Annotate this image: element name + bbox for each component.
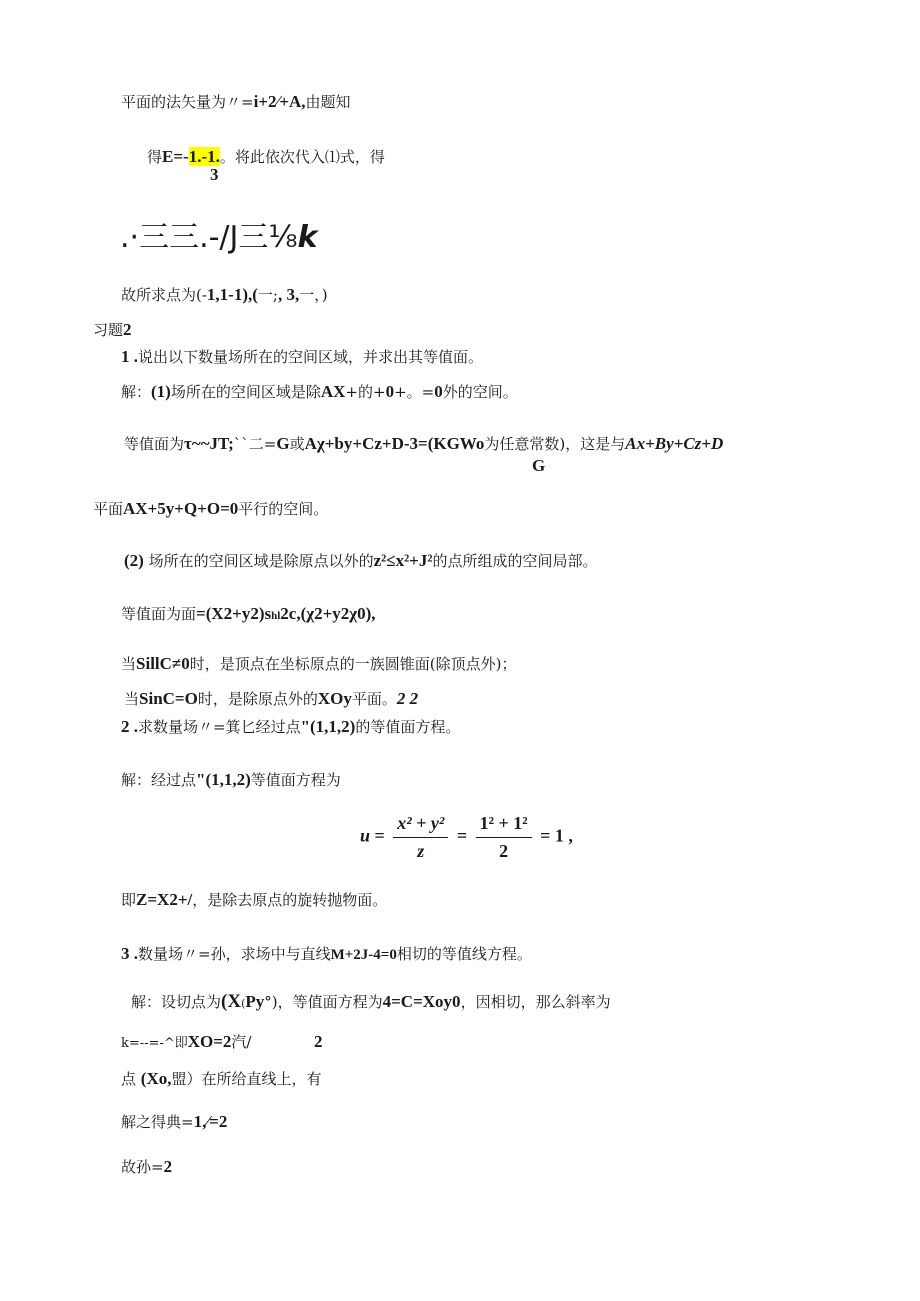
math-span: (X <box>221 991 242 1012</box>
math-span: 2 <box>163 1157 173 1176</box>
formula-eq: = 1 , <box>540 825 573 846</box>
text-span: 一; <box>257 286 278 304</box>
text-span: 平面的法矢量为〃= <box>121 93 254 111</box>
text-span: 解：设切点为 <box>131 993 222 1011</box>
text-span: 等值面为面 <box>121 605 197 623</box>
text-line <box>121 1033 251 1053</box>
question-number: 2 <box>121 717 130 736</box>
text-line <box>121 286 328 304</box>
math-span: G <box>276 434 290 453</box>
text-span: 点 <box>121 1070 137 1088</box>
math-span: 2 2 <box>396 689 419 708</box>
fraction-numerator: x² + y² <box>393 813 448 838</box>
text-span: 或 <box>289 435 305 453</box>
text-span: 习题 <box>93 321 124 339</box>
text-line <box>121 1158 172 1176</box>
question-line <box>121 718 460 736</box>
math-span: , 3, <box>277 285 300 304</box>
text-span: 等值面方程为 <box>250 771 341 789</box>
text-span: 故所求点为(- <box>121 286 207 304</box>
highlighted-math: 1.-1. <box>188 147 220 166</box>
text-line <box>121 605 376 625</box>
math-span: M+2J-4=0 <box>330 947 397 963</box>
text-span: 即 <box>121 891 137 909</box>
text-line <box>147 148 385 166</box>
fraction <box>476 813 532 862</box>
text-span: 得 <box>147 148 163 166</box>
text-span: 的点所组成的空间局部。 <box>432 552 598 570</box>
text-span: 场所在的空间区域是除 <box>170 383 321 401</box>
subscript-text: 3 <box>210 165 219 184</box>
text-line <box>124 552 597 570</box>
question-line <box>121 348 483 366</box>
text-span: . <box>129 717 138 736</box>
text-line <box>121 93 351 111</box>
text-span: k <box>297 220 318 255</box>
math-span: 4=C=Xoy0 <box>382 992 461 1011</box>
text-line <box>93 500 328 518</box>
text-span: 相切的等值线方程。 <box>396 945 532 963</box>
text-span: °)，等值面方程为 <box>264 993 383 1011</box>
text-span: 说出以下数量场所在的空间区域，并求出其等值面。 <box>138 348 484 366</box>
math-span: XOy <box>317 689 352 708</box>
text-span: ``二= <box>233 435 277 453</box>
math-span: Z=X2+/ <box>136 890 193 909</box>
question-number: 3 <box>121 944 130 963</box>
text-line <box>124 690 418 708</box>
fraction-denominator: z <box>417 841 425 861</box>
text-line <box>121 383 518 401</box>
math-span: 1,1-1),( <box>206 285 258 304</box>
math-span: 1,⁄=2 <box>193 1112 228 1131</box>
display-formula <box>360 813 573 862</box>
text-span: 外的空间。 <box>442 383 518 401</box>
text-line <box>121 1070 322 1088</box>
text-span: 等值面为 <box>124 435 185 453</box>
math-span: XO=2 <box>187 1032 232 1051</box>
math-span: SinC=O <box>139 689 198 708</box>
text-span: .·三三.-/J三⅛ <box>120 220 298 255</box>
text-span: 时，是除原点外的 <box>197 690 318 708</box>
math-span: (1) <box>151 382 171 401</box>
text-span: 当 <box>121 655 137 673</box>
math-span: i+2∕+A, <box>253 92 306 111</box>
text-span: ，是除去原点的旋转抛物面。 <box>192 891 388 909</box>
text-span: k=--=-^即 <box>121 1036 188 1051</box>
math-span: Aχ+by+Cz+D-3=(KGWo <box>304 434 485 453</box>
text-span: 平面 <box>93 500 124 518</box>
math-span: 0 <box>385 382 395 401</box>
math-span: AX <box>320 382 346 401</box>
subscript-text: G <box>532 456 546 475</box>
text-span: . <box>129 944 138 963</box>
math-span: Ax+By+Cz+D <box>625 434 724 453</box>
math-span: E=- <box>162 147 189 166</box>
text-span: 当 <box>124 690 140 708</box>
text-span: ( <box>241 997 246 1010</box>
text-span: ，因相切，那么斜率为 <box>460 993 611 1011</box>
text-span: ，这是与 <box>565 435 626 453</box>
text-span: 求数量场〃=箕匕经过点 <box>138 718 301 736</box>
formula-var: u <box>360 825 371 846</box>
subscript-text: 2 <box>314 1032 323 1051</box>
text-span: 解之得典= <box>121 1113 194 1131</box>
math-span: τ~~JT; <box>184 434 234 453</box>
text-span: 数量场〃=孙，求场中与直线 <box>138 945 331 963</box>
text-span: +的+ <box>345 383 386 401</box>
text-span: 时，是顶点在坐标原点的一族圆锥面(除顶点外)； <box>189 655 517 673</box>
text-span: 盟）在所给直线上，有 <box>171 1070 322 1088</box>
math-span: Py <box>245 992 265 1011</box>
text-line <box>121 1113 227 1131</box>
text-span: 平行的空间。 <box>238 500 329 518</box>
text-span: 场所在的空间区域是除原点以外的 <box>143 552 374 570</box>
text-span: 解：经过点 <box>121 771 197 789</box>
text-span: 为任意常数) <box>484 435 566 453</box>
formula-eq: = <box>374 825 385 846</box>
text-line <box>131 993 611 1013</box>
question-line <box>121 945 532 964</box>
math-span: (2) <box>124 551 144 570</box>
math-span: (Xo, <box>140 1069 172 1088</box>
text-line <box>124 435 723 453</box>
text-line <box>121 655 516 673</box>
text-span: 故孙= <box>121 1158 164 1176</box>
text-span: 由题知 <box>305 93 351 111</box>
text-span: 的等值面方程。 <box>355 718 461 736</box>
fraction-denominator: 2 <box>499 841 509 861</box>
text-line <box>121 891 387 909</box>
fraction <box>393 813 448 862</box>
math-span: 2 <box>123 320 132 339</box>
large-formula-line <box>120 221 317 255</box>
formula-eq: = <box>456 825 468 846</box>
text-line <box>121 771 341 789</box>
text-span: +。= <box>394 383 435 401</box>
math-span: 0 <box>434 382 443 401</box>
section-heading <box>93 321 132 339</box>
question-number: 1 <box>121 347 130 366</box>
text-span: . <box>129 347 138 366</box>
math-span: "(1,1,2) <box>300 717 356 736</box>
math-span: hl <box>271 610 281 622</box>
math-span: 2c,(χ2+y2χ0), <box>280 604 376 623</box>
fraction-numerator: 1² + 1² <box>476 813 532 838</box>
text-span: 汽/ <box>231 1033 252 1051</box>
math-span: =(X2+y2)s <box>196 604 272 623</box>
math-span: SillC≠0 <box>136 654 190 673</box>
math-span: AX+5y+Q+O=0 <box>123 499 239 518</box>
text-span: 一，) <box>299 286 328 304</box>
text-span: 平面。 <box>351 690 397 708</box>
math-span: "(1,1,2) <box>196 770 251 789</box>
text-span: 。将此依次代入⑴式，得 <box>219 148 385 166</box>
text-span: 解： <box>121 383 152 401</box>
math-span: z²≤x²+J² <box>373 551 433 570</box>
